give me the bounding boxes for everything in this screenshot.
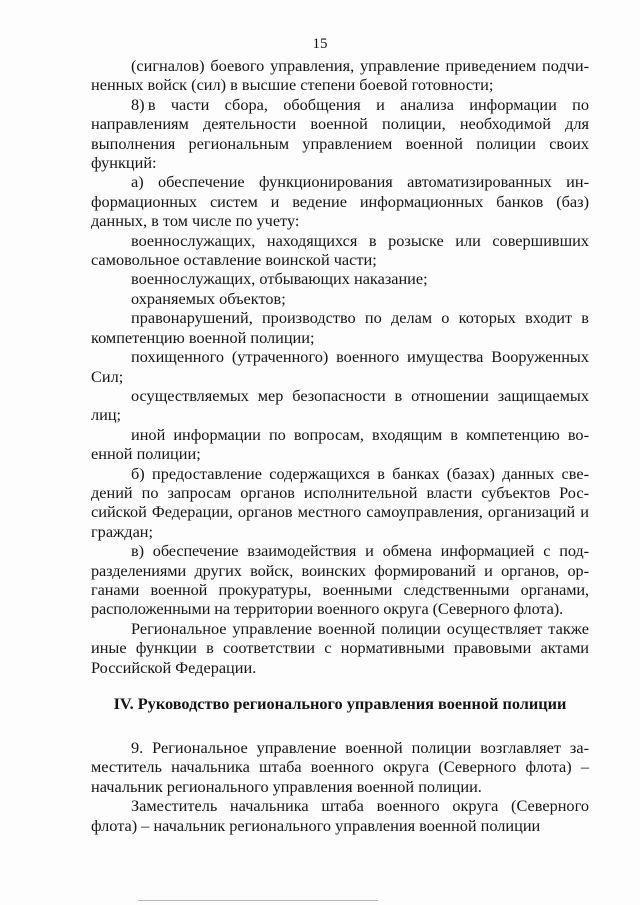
paragraph: охраняемых объектов; <box>131 288 286 308</box>
paragraph: военнослужащих, находящихся в розыске или совершивших самовольное оставление воинской части; <box>91 230 589 270</box>
page-number: 15 <box>312 36 328 52</box>
section-heading: IV. Руководство регионального управления военной полиции <box>113 694 567 713</box>
paragraph: осуществляемых мер безопасности в отношении защищаемых лиц; <box>91 385 589 425</box>
paragraph: 8) в части сбора, обобщения и анализа информации по направлениям деятельности военной полиции, необходимой для выполнения региональным управлением военной полиции своих функций: <box>91 94 589 173</box>
paragraph: иной информации по вопросам, входящим в компетенцию военной полиции; <box>91 424 589 464</box>
scan-edge-line <box>138 900 378 901</box>
body-text-upper <box>91 56 589 677</box>
paragraph: 9. Региональное управление военной полиции возглавляет заместитель начальника штаба военного округа (Северного флота) – начальник регионального управления военной полиции. <box>91 738 589 796</box>
paragraph: похищенного (утраченного) военного имущества Вооруженных Сил; <box>91 347 589 386</box>
paragraph: правонарушений, производство по делам о которых входит в компетенцию военной полиции; <box>91 308 589 347</box>
paragraph: (сигналов) боевого управления, управление приведением подчиненных войск (сил) в высшие степени боевой готовности; <box>91 56 589 95</box>
paragraph: б) предоставление содержащихся в банках (базах) данных сведений по запросам органов исполнительной власти субъектов Российской Федерации, органов местного самоуправления, организаций и граждан; <box>91 463 589 541</box>
body-text-lower <box>91 738 589 835</box>
paragraph: а) обеспечение функционирования автоматизированных информационных систем и ведение информационных банков (баз) данных, в том числе по учету: <box>91 172 589 231</box>
paragraph: в) обеспечение взаимодействия и обмена информацией с подразделениями других войск, воинских формирований и органов, органами военной прокуратуры, военными следственными органами, расположенными на территории военного округа (Северного флота). <box>91 541 589 619</box>
paragraph: Заместитель начальника штаба военного округа (Северного флота) – начальник регионального управления военной полиции <box>91 796 589 835</box>
paragraph: Региональное управление военной полиции осуществляет также иные функции в соответствии с нормативными правовыми актами Российской Федерации. <box>91 618 589 677</box>
paragraph: военнослужащих, отбывающих наказание; <box>131 269 428 289</box>
